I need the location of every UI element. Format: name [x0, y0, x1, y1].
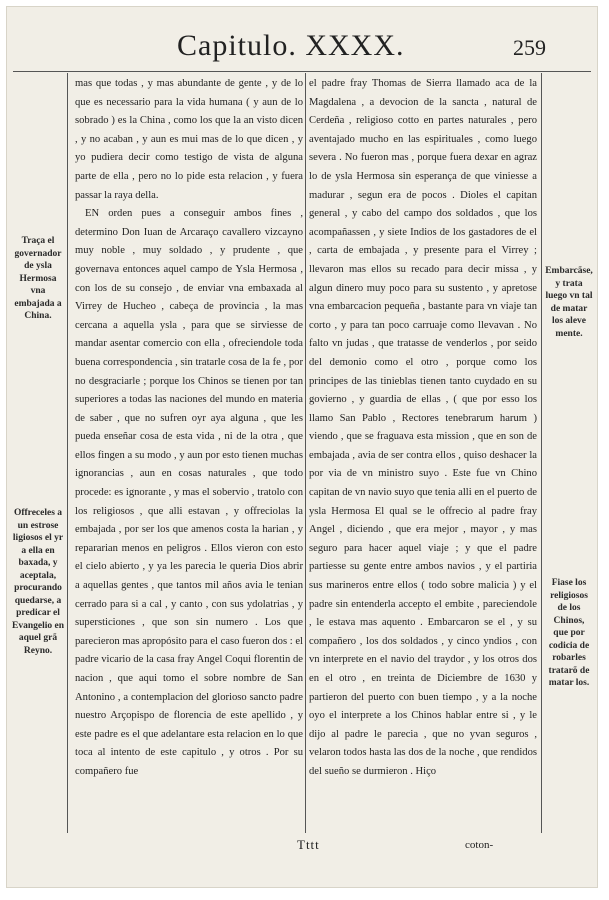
book-page — [6, 6, 598, 888]
catchword: coton- — [465, 839, 494, 851]
left-margin-rule — [67, 73, 68, 833]
signature-mark: Tttt — [297, 837, 320, 852]
paragraph: el padre fray Thomas de Sierra llamado aca de la Magdalena , a devocion de la sancta , natural de Cerdeña , religioso cotto en partes naturales , pero aventajado mucho en las espirituales , como luego severa . No fueron mas , porque fuera dexar en agraz lo de ysla Hermosa sin esperança de que viniesse a madurar , segun era de pocos . Dioles el capitan general , y cabo del campo dos soldados , que los acompañassen , y siete Indios de los gastadores de el , carta de embajada , y presente para el Virrey ; llevaron mas ellos su recado para decir missa , y algun dinero muy poco para su sustento , y apretose vna embarcacion pequeña , bastante para vn viaje tan corto , y para tan poco carruaje como llevavan . No falto vn judas , que tratasse de venderlos , por seido del demonio como el otro , porque como los principes de las tinieblas tienen tanto cuydado en su govierno , y guardia de ellas , ( que por esso los llamo San Pablo , Rectores tenebrarum harum ) viendo , que se fraguava esta mission , que en son de embajada , avia de ser contra ellos , quiso deshacer la por via de vn ministro suyo . Este fue vn Chino capitan de vn navio suyo que tenia alli en el puerto de ysla Hermosa El qual se le offrecio al padre fray Angel , diciendo , que era mejor , mayor , y mas seguro para hacer aquel viaje ; y que el padre partiesse su gente entre ambos navios , y el partiria sus marineros entre ellos ( todo sobre malicia ) y el padre sin entenderla accepto el embite , pareciendole , le estava mas aquento . Embarcaron se el , y su compañero , los dos soldados , y cinco yndios , con vn interprete en el navio del traydor , y los otros dos en el otro , en treinta de Diciembre de 1630 y partieron del puerto con buen tiempo , y a la noche oyo el interprete a los Chinos hablar entre si , y le dijo al padre le parecia , que no yvan seguros , velaron todos hasta las dos de la noche , que rendidos del sueño se durmieron . Hiço — [309, 78, 537, 777]
margin-note-left-2: Offreceles a un estrose ligiosos el yr a ella en baxada, y aceptala, procurando quedarse, a predicar el Evangelio en aquel grã Reyno. — [12, 508, 64, 656]
text-column-right — [309, 75, 537, 817]
header-rule — [13, 71, 591, 72]
center-column-rule — [305, 73, 306, 833]
text-column-left — [75, 75, 303, 817]
page-footer — [7, 837, 597, 861]
paragraph: EN orden pues a conseguir ambos fines , determino Don Iuan de Arcaraço cavallero vizcayno muy noble , muy soldado , y prudente , que governava entonces aquel campo de Ysla Hermosa , con los de su consejo , de enviar vna embaxada al Virrey de Hucheo , cabeça de provincia , la mas cercana a aquella ysla , para que se sirviesse de mandar asentar comercio con ella , ofreciendole toda buena correspondencia , sin tratarle cosa de la fe , por no desgraciarle ; porque los Chinos se tienen por tan superiores a todas las naciones del mundo en materia de saber , que no sufren oyr aya alguna , que les pueda enseñar cosa de esta vida , ni de la otra , que ellos fingen a su modo , y aun por esto tienen muchas ignorancias , aun en cosas naturales , que todo procede: es ignorante , y mas el sobervio , tratolo con los religiosos , que alli estavan , y offreciolas la embajada , por ser los que amenos costa la harian , y repararian menos en peligros . Ellos vieron con esto el cielo abierto , y ya les parecia le queria Dios abrir a aquellas gentes , que tantos mil años avia le tenian cerrado para si a cal , y canto , con sus ydolatrias , y supersticiones , que son sin numero . Los que parecieron mas apropósito para el caso fueron dos : el padre vicario de la casa fray Angel Coqui florentin de nacion , que aqui tomo el sobre nombre de San Antonino , a contemplacion del glorioso sancto padre nuestro Arçopispo de florencia de este apellido , y este padre es el que adelantare esta relacion en lo que toca al intento de este capitulo , y otros . Por su compañero fue — [75, 208, 303, 777]
page-number: 259 — [513, 35, 546, 60]
page-header — [7, 29, 597, 73]
margin-note-right-2: Fiase los religiosos de los Chinos, que por codicia de robarles tratarõ de matar los. — [548, 578, 590, 688]
margin-note-left-1: Traça el governador de ysla Hermosa vna embajada a China. — [14, 236, 62, 321]
paragraph: mas que todas , y mas abundante de gente , y de lo que es necessario para la vida humana ( y aun de lo sobrado ) es la China , como los que la an visto dicen , y no acaban , y aun es mui mas de lo que dicen , y yo pudiera decir como testigo de vista de alguna parte de ella , pero no lo pide esta relacion , y fuera passar la raya della. — [75, 78, 303, 201]
chapter-title: Capitulo. XXXX. — [177, 29, 405, 62]
margin-note-right-1: Embarcãse, y trata luego vn tal de matar los aleve mente. — [545, 266, 593, 339]
right-margin-rule — [541, 73, 542, 833]
